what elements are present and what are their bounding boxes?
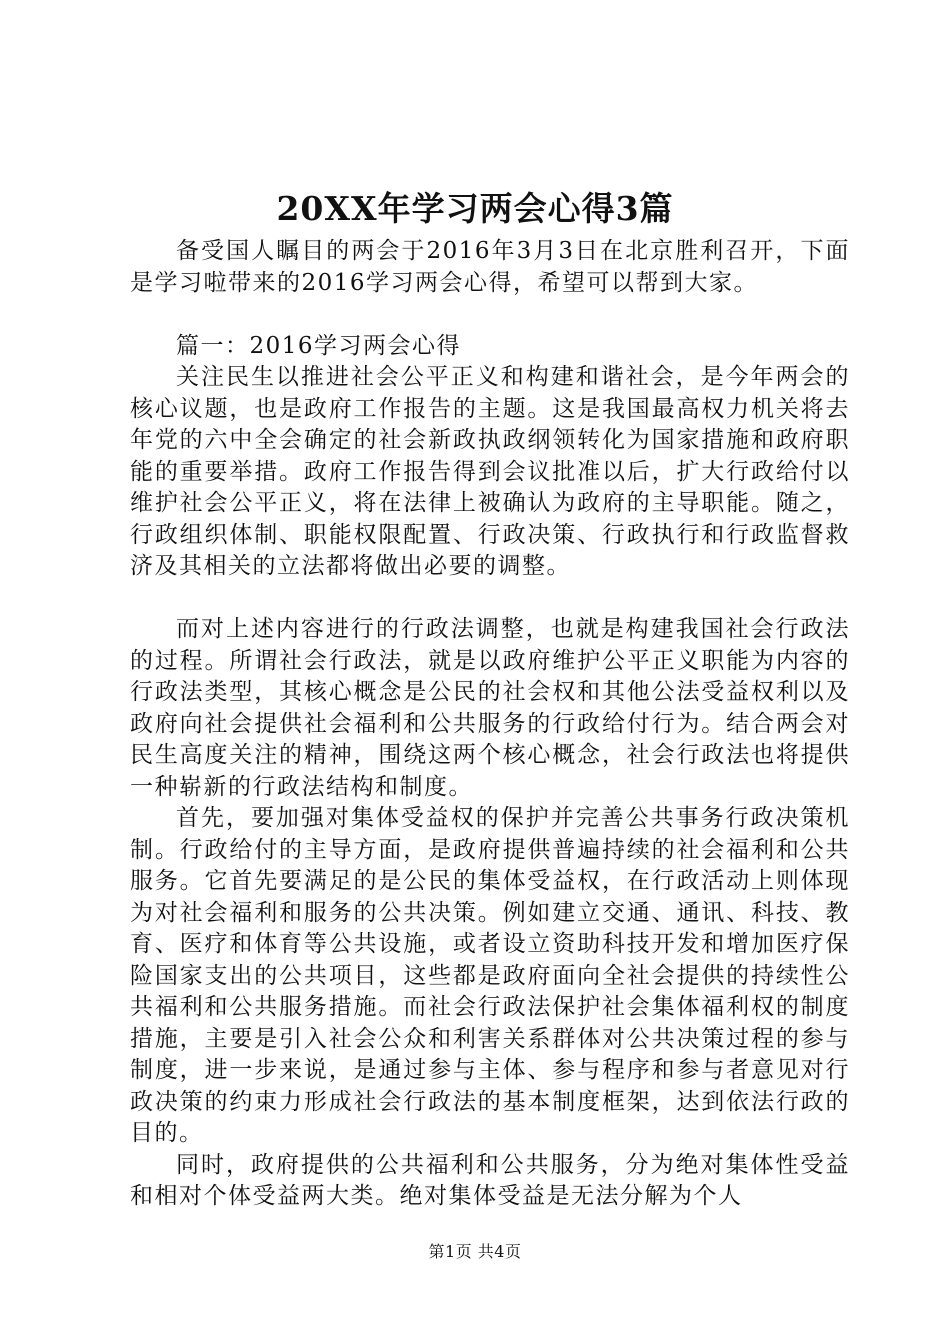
page-footer: 第1页 共4页 bbox=[428, 1242, 522, 1261]
section-heading: 篇一：2016学习两会心得 bbox=[176, 332, 462, 359]
document-body bbox=[130, 236, 850, 1213]
body-paragraph-4: 同时，政府提供的公共福利和公共服务，分为绝对集体性受益和相对个体受益两大类。绝对集体受益是无法分解为个人 bbox=[130, 1151, 850, 1209]
document-title: 20XX年学习两会心得3篇 bbox=[276, 189, 674, 228]
body-paragraph-3: 首先，要加强对集体受益权的保护并完善公共事务行政决策机制。行政给付的主导方面，是政府提供普遍持续的社会福利和公共服务。它首先要满足的是公民的集体受益权，在行政活动上则体现为对社会福利和服务的公共决策。例如建立交通、通讯、科技、教育、医疗和体育等公共设施，或者设立资助科技开发和增加医疗保险国家支出的公共项目，这些都是政府面向全社会提供的持续性公共福利和公共服务措施。而社会行政法保护社会集体福利权的制度措施，主要是引入社会公众和利害关系群体对公共决策过程的参与制度，进一步来说，是通过参与主体、参与程序和参与者意见对行政决策的约束力形成社会行政法的基本制度框架，达到依法行政的目的。 bbox=[130, 805, 850, 1146]
intro-paragraph: 备受国人瞩目的两会于2016年3月3日在北京胜利召开，下面是学习啦带来的2016学习两会心得，希望可以帮到大家。 bbox=[130, 238, 850, 296]
body-paragraph-1: 关注民生以推进社会公平正义和构建和谐社会，是今年两会的核心议题，也是政府工作报告的主题。这是我国最高权力机关将去年党的六中全会确定的社会新政执政纲领转化为国家措施和政府职能的重要举措。政府工作报告得到会议批准以后，扩大行政给付以维护社会公平正义，将在法律上被确认为政府的主导职能。随之，行政组织体制、职能权限配置、行政决策、行政执行和行政监督救济及其相关的立法都将做出必要的调整。 bbox=[130, 364, 850, 579]
body-paragraph-2: 而对上述内容进行的行政法调整，也就是构建我国社会行政法的过程。所谓社会行政法，就是以政府维护公平正义职能为内容的行政法类型，其核心概念是公民的社会权和其他公法受益权利以及政府向社会提供社会福利和公共服务的行政给付行为。结合两会对民生高度关注的精神，围绕这两个核心概念，社会行政法也将提供一种崭新的行政法结构和制度。 bbox=[130, 616, 850, 800]
